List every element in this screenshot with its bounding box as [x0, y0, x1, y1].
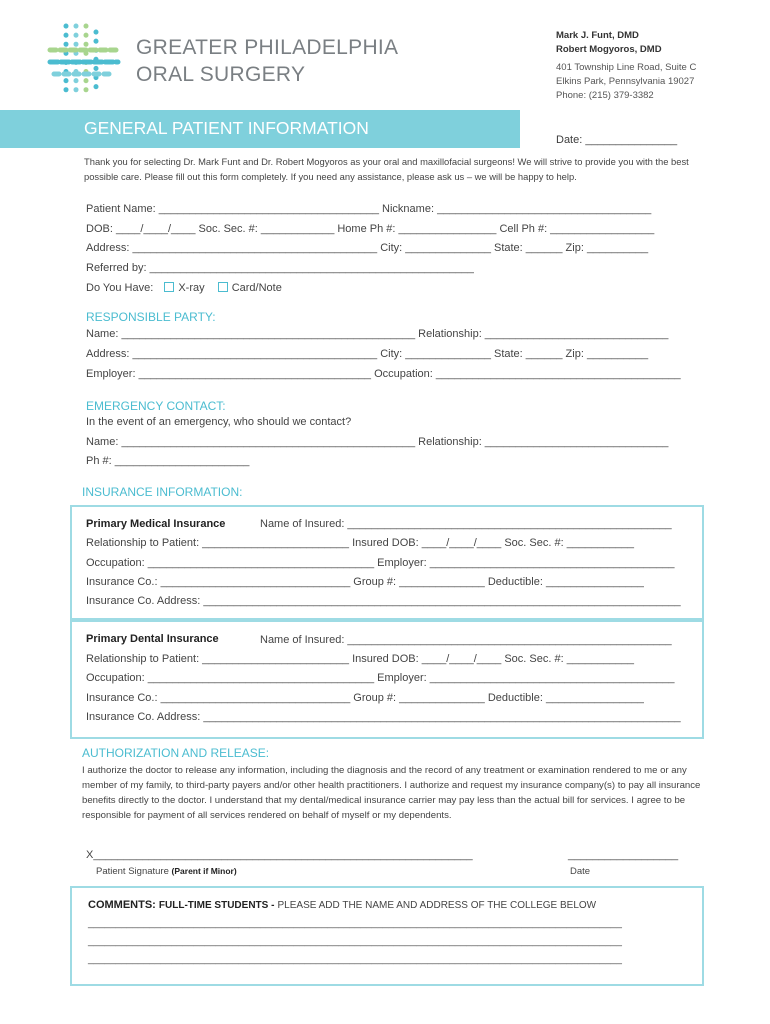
card-checkbox[interactable] [218, 282, 228, 292]
practice-logo [44, 20, 124, 100]
medical-occupation-line[interactable]: Occupation: _____________________________________ Employer: ________________________________________ [86, 557, 675, 569]
comments-label: COMMENTS: [88, 899, 156, 911]
emergency-prompt: In the event of an emergency, who should we contact? [86, 416, 352, 428]
phone: Phone: (215) 379-3382 [556, 90, 654, 101]
emergency-name-line[interactable]: Name: ________________________________________________ Relationship: ______________________________ [86, 436, 669, 448]
medical-company-line[interactable]: Insurance Co.: _______________________________ Group #: ______________ Deductible: ________________ [86, 576, 644, 588]
intro-text: Thank you for selecting Dr. Mark Funt and Dr. Robert Mogyoros as your oral and maxillofacial surgeons! We will strive to provide you with the best possible care. Please fill out this form completely. If you need any assistance, please ask us – we will be happy to help. [84, 156, 689, 182]
dental-address-line[interactable]: Insurance Co. Address: ______________________________________________________________________________ [86, 711, 681, 723]
patient-name-line[interactable]: Patient Name: ____________________________________ Nickname: ___________________________________ [86, 203, 652, 215]
card-label: Card/Note [231, 282, 282, 294]
brand-line-2: ORAL SURGERY [136, 63, 306, 86]
dental-relationship-line[interactable]: Relationship to Patient: ________________________ Insured DOB: ____/____/____ Soc. Sec. #: ___________ [86, 653, 634, 665]
patient-dob-line[interactable]: DOB: ____/____/____ Soc. Sec. #: ____________ Home Ph #: ________________ Cell Ph #: _________________ [86, 223, 655, 235]
do-you-have-label: Do You Have: [86, 282, 154, 294]
signature-label [96, 866, 237, 877]
address-line-2: Elkins Park, Pennsylvania 19027 [556, 76, 695, 87]
medical-address-line[interactable]: Insurance Co. Address: ______________________________________________________________________________ [86, 595, 681, 607]
responsible-name-line[interactable]: Name: ________________________________________________ Relationship: ______________________________ [86, 328, 669, 340]
signature-label-text: Patient Signature [96, 866, 169, 877]
date-label: Date [570, 866, 591, 877]
medical-relationship-line[interactable]: Relationship to Patient: ________________________ Insured DOB: ____/____/____ Soc. Sec. #: ___________ [86, 537, 634, 549]
comments-sub-bold: FULL-TIME STUDENTS - [158, 900, 275, 911]
emergency-phone-line[interactable]: Ph #: ______________________ [86, 455, 250, 467]
comments-heading [88, 899, 596, 911]
dental-insurance-heading: Primary Dental Insurance [86, 633, 219, 645]
authorization-text: I authorize the doctor to release any information, including the diagnosis and the record of any treatment or examination rendered to me or any member of my family, to third-party payers and/or other health practitioners. I authorize and request my insurance company(s) to pay all insurance benefits directly to the doctor. I understand that my dental/medical insurance carrier may pay less than the actual bill for services. I agree to be responsible for payment of all services rendered on behalf of myself or my dependents. [82, 765, 701, 821]
responsible-employer-line[interactable]: Employer: ______________________________________ Occupation: ________________________________________ [86, 368, 681, 380]
comments-line-2[interactable]: ________________________________________________________________________________________________ [88, 936, 622, 947]
doctor-2: Robert Mogyoros, DMD [556, 44, 662, 55]
xray-label: X-ray [178, 282, 205, 294]
address-line-1: 401 Township Line Road, Suite C [556, 62, 697, 73]
dental-occupation-line[interactable]: Occupation: _____________________________________ Employer: ________________________________________ [86, 672, 675, 684]
page-title: GENERAL PATIENT INFORMATION [84, 118, 369, 138]
emergency-contact-heading: EMERGENCY CONTACT: [86, 399, 226, 413]
dental-insured-line[interactable]: Name of Insured: _____________________________________________________ [260, 634, 672, 646]
medical-insurance-heading: Primary Medical Insurance [86, 518, 226, 530]
card-option[interactable] [218, 282, 282, 294]
date-field[interactable]: Date: _______________ [556, 134, 678, 146]
signature-line[interactable]: X______________________________________________________________ [86, 849, 473, 861]
authorization-heading: AUTHORIZATION AND RELEASE: [82, 746, 270, 760]
xray-option[interactable] [164, 282, 204, 294]
comments-line-1[interactable]: ________________________________________________________________________________________________ [88, 918, 622, 929]
brand-line-1: GREATER PHILADELPHIA [136, 36, 399, 59]
signature-note: (Parent if Minor) [171, 866, 237, 876]
responsible-party-heading: RESPONSIBLE PARTY: [86, 310, 216, 324]
signature-date-line[interactable]: __________________ [568, 849, 679, 861]
medical-insured-line[interactable]: Name of Insured: _____________________________________________________ [260, 518, 672, 530]
do-you-have-row [86, 282, 282, 294]
xray-checkbox[interactable] [164, 282, 174, 292]
insurance-heading: INSURANCE INFORMATION: [82, 485, 243, 499]
doctor-1: Mark J. Funt, DMD [556, 30, 639, 41]
referred-by-line[interactable]: Referred by: _____________________________________________________ [86, 262, 474, 274]
comments-sub: PLEASE ADD THE NAME AND ADDRESS OF THE COLLEGE BELOW [277, 900, 597, 911]
dental-company-line[interactable]: Insurance Co.: _______________________________ Group #: ______________ Deductible: ________________ [86, 692, 644, 704]
patient-address-line[interactable]: Address: ________________________________________ City: ______________ State: ______ Zip: __________ [86, 242, 649, 254]
responsible-address-line[interactable]: Address: ________________________________________ City: ______________ State: ______ Zip: __________ [86, 348, 649, 360]
comments-line-3[interactable]: ________________________________________________________________________________________________ [88, 954, 622, 965]
